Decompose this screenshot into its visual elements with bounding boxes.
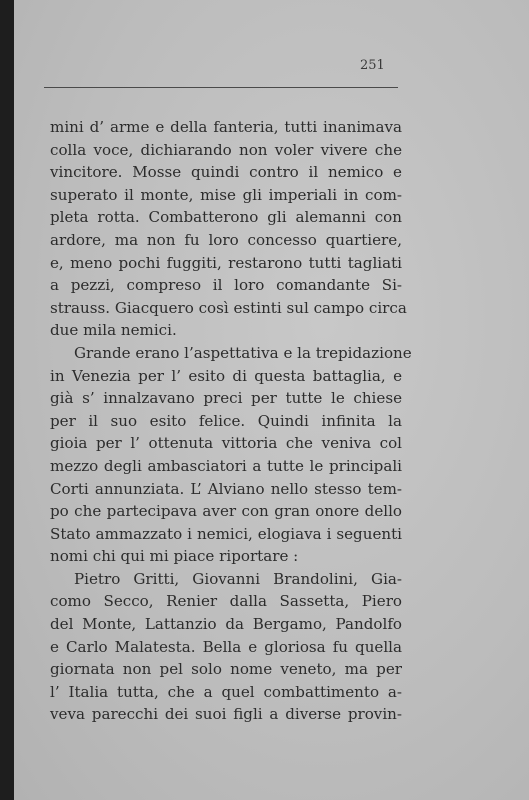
text-line: colla voce, dichiarando non voler vivere che (50, 140, 402, 159)
text-line: veva parecchi dei suoi figli a diverse provin- (50, 705, 402, 724)
text-line: nomi chi qui mi piace riportare : (50, 547, 299, 566)
text-line: mini d’ arme e della fanteria, tutti inanimava (50, 118, 402, 136)
text-line: due mila nemici. (50, 321, 177, 340)
text-line: vincitore. Mosse quindi contro il nemico e (50, 163, 402, 182)
text-line: Corti annunziata. L’ Alviano nello stesso tem- (50, 479, 402, 498)
text-line: e Carlo Malatesta. Bella e gloriosa fu quella (50, 637, 402, 656)
header-rule (44, 87, 398, 88)
text-line: per il suo esito felice. Quindi infinita la (50, 411, 402, 430)
text-line: giornata non pel solo nome veneto, ma per (50, 660, 402, 679)
text-line: l’ Italia tutta, che a quel combattimento a- (50, 682, 402, 701)
text-line: Pietro Gritti, Giovanni Brandolini, Gia- (74, 569, 402, 588)
page-number: 251 (360, 58, 385, 73)
text-line: del Monte, Lattanzio da Bergamo, Pandolfo (50, 615, 402, 634)
text-line: Stato ammazzato i nemici, elogiava i seguenti (50, 524, 402, 543)
text-line: in Venezia per l’ esito di questa battaglia, e (50, 366, 402, 385)
body-text (50, 116, 412, 726)
text-line: gioia per l’ ottenuta vittoria che veniva col (50, 434, 402, 453)
text-line: po che partecipava aver con gran onore dello (50, 502, 402, 521)
text-line: mezzo degli ambasciatori a tutte le principali (50, 456, 402, 475)
text-line: Grande erano l’aspettativa e la trepidazione (74, 343, 412, 362)
text-line: già s’ innalzavano preci per tutte le chiese (50, 389, 402, 408)
book-page (14, 0, 529, 800)
text-line: a pezzi, compreso il loro comandante Si- (50, 276, 402, 295)
text-line: e, meno pochi fuggiti, restarono tutti tagliati (50, 253, 402, 272)
text-line: pleta rotta. Combatterono gli alemanni con (50, 208, 402, 227)
text-line: strauss. Giacquero così estinti sul campo circa (50, 298, 407, 317)
text-line: superato il monte, mise gli imperiali in com- (50, 185, 402, 204)
text-line: como Secco, Renier dalla Sassetta, Piero (50, 592, 402, 611)
text-line: ardore, ma non fu loro concesso quartiere, (50, 230, 402, 249)
